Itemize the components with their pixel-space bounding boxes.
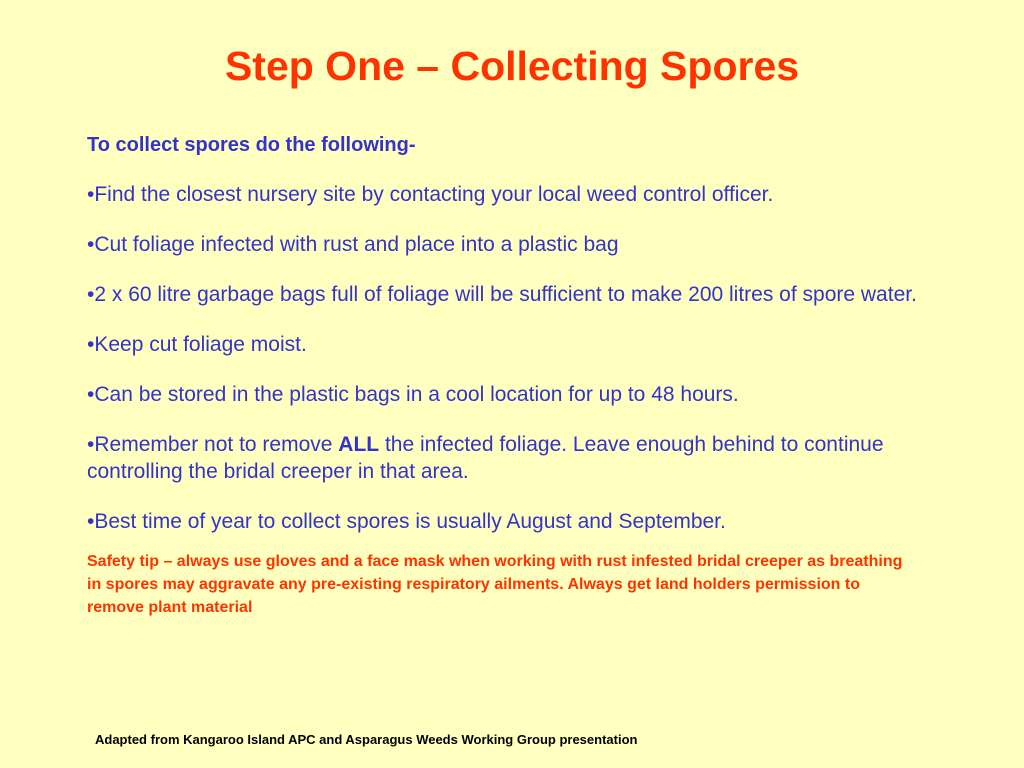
bullet-item: •2 x 60 litre garbage bags full of foliage will be sufficient to make 200 litres of spore water. <box>87 283 917 306</box>
bullet-text-emphasis: ALL <box>338 433 380 456</box>
bullet-text-before: •Remember not to remove <box>87 433 339 456</box>
bullet-text-after: the infected foliage. Leave enough behind to continue controlling the bridal creeper in that area. <box>87 433 884 483</box>
bullet-item: •Best time of year to collect spores is usually August and September. <box>87 510 726 533</box>
bullet-item: •Can be stored in the plastic bags in a cool location for up to 48 hours. <box>87 383 739 406</box>
slide-body <box>87 131 947 619</box>
bullet-list <box>87 181 947 535</box>
bullet-item <box>87 431 947 485</box>
bullet-item: •Find the closest nursery site by contacting your local weed control officer. <box>87 183 774 206</box>
bullet-item: •Keep cut foliage moist. <box>87 333 307 356</box>
slide-title: Step One – Collecting Spores <box>224 43 800 89</box>
footer-credit: Adapted from Kangaroo Island APC and Asparagus Weeds Working Group presentation <box>95 732 638 747</box>
intro-text: To collect spores do the following- <box>87 134 416 156</box>
bullet-item: •Cut foliage infected with rust and place into a plastic bag <box>87 233 619 256</box>
safety-tip: Safety tip – always use gloves and a face mask when working with rust infested bridal creeper as breathing in spores may aggravate any pre-existing respiratory ailments. Always get land holders permission to remove plant material <box>87 553 903 616</box>
